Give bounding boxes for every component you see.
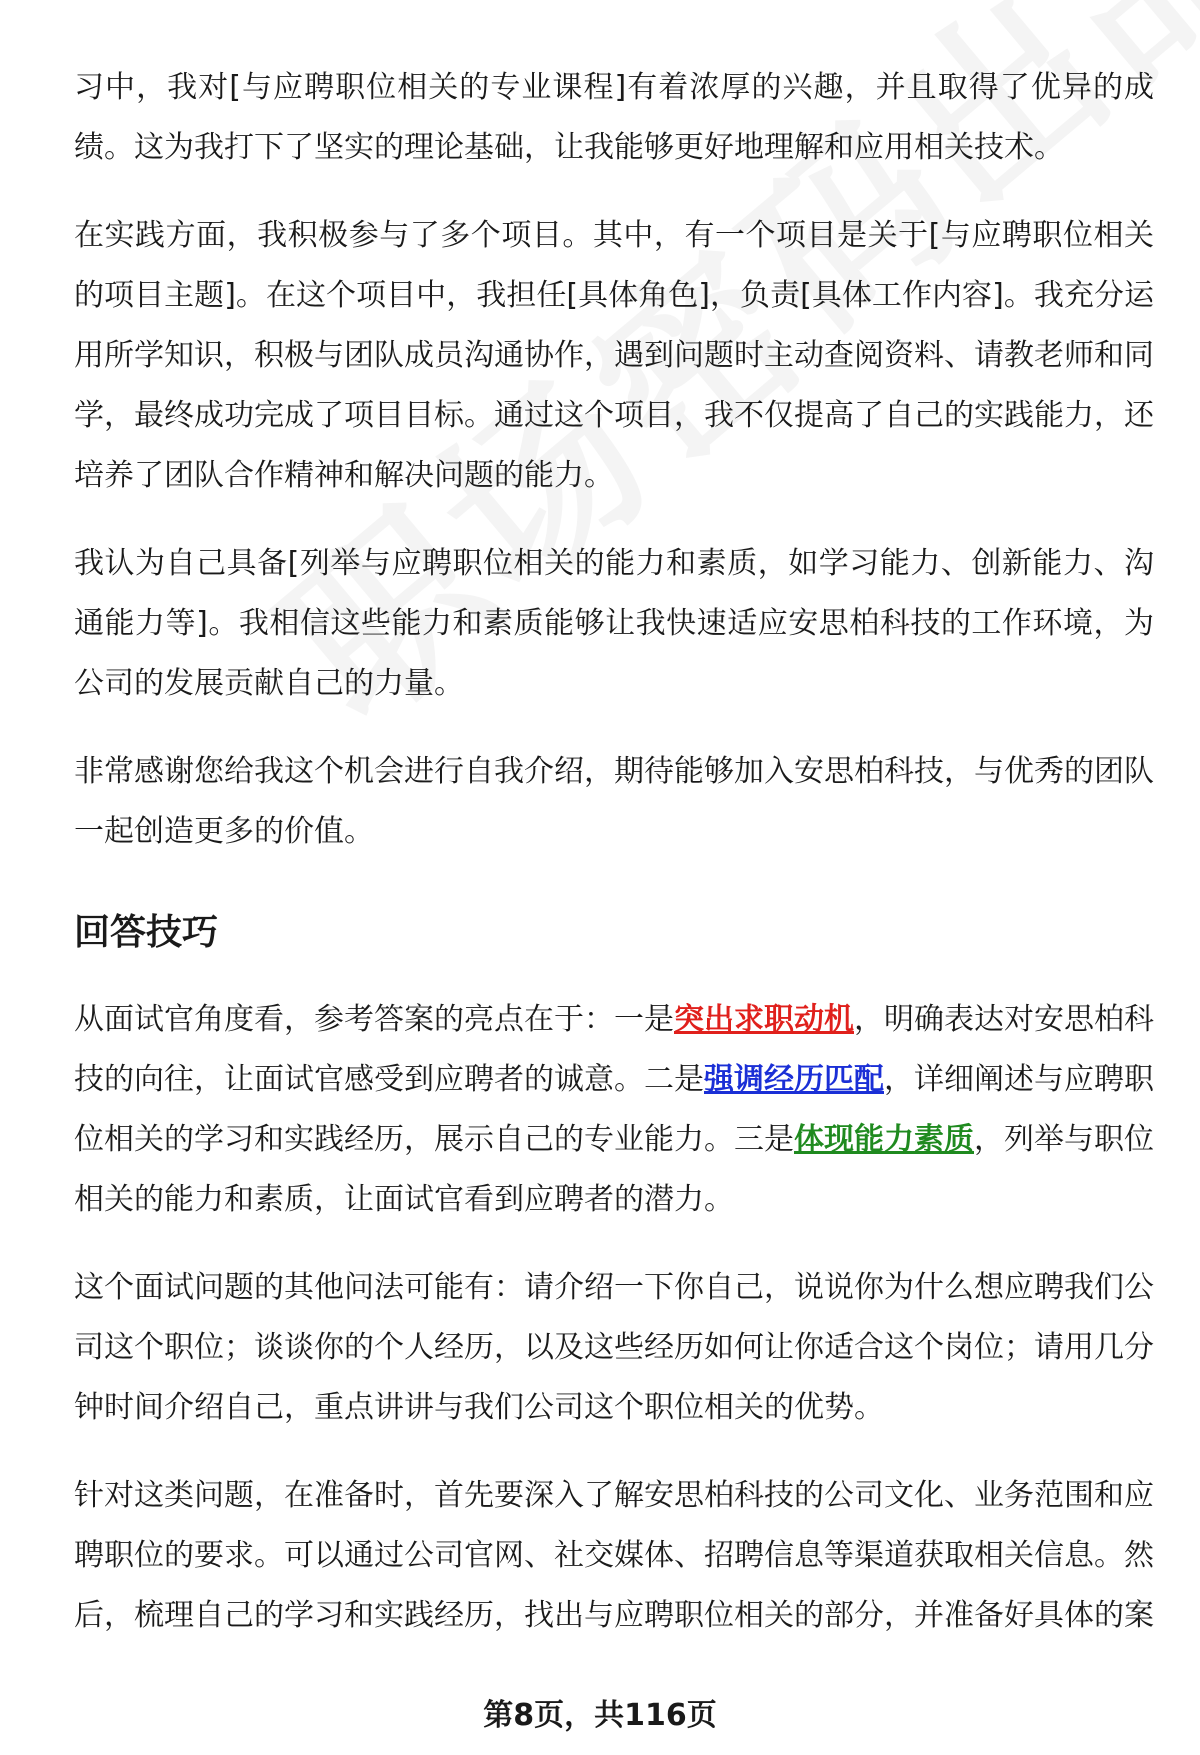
highlight-experience: 强调经历匹配 bbox=[704, 1062, 884, 1097]
tips-text-3: ，详细阐述与应聘职位相关的学习和实践经历，展示自己的专业能力。三是 bbox=[74, 1062, 1154, 1157]
tips-text-2: ，明确表达对安思柏科技的向往，让面试官感受到应聘者的诚意。二是 bbox=[74, 1002, 1154, 1097]
section-heading: 回答技巧 bbox=[74, 912, 219, 953]
paragraph-preparation: 针对这类问题，在准备时，首先要深入了解安思柏科技的公司文化、业务范围和应聘职位的要求。可以通过公司官网、社交媒体、招聘信息等渠道获取相关信息。然后，梳理自己的学习和实践经历，找出与应聘职位相关的部分，并准备好具体的案 bbox=[74, 1478, 1154, 1633]
paragraph-study: 习中，我对[与应聘职位相关的专业课程]有着浓厚的兴趣，并且取得了优异的成绩。这为我打下了坚实的理论基础，让我能够更好地理解和应用相关技术。 bbox=[74, 70, 1154, 165]
paragraph-tips bbox=[74, 990, 1154, 1230]
paragraph-practice: 在实践方面，我积极参与了多个项目。其中，有一个项目是关于[与应聘职位相关的项目主题]。在这个项目中，我担任[具体角色]，负责[具体工作内容]。我充分运用所学知识，积极与团队成员沟通协作，遇到问题时主动查阅资料、请教老师和同学，最终成功完成了项目目标。通过这个项目，我不仅提高了自己的实践能力，还培养了团队合作精神和解决问题的能力。 bbox=[74, 218, 1154, 493]
tips-text-4: ，列举与职位相关的能力和素质，让面试官看到应聘者的潜力。 bbox=[74, 1122, 1154, 1217]
paragraph-thanks: 非常感谢您给我这个机会进行自我介绍，期待能够加入安思柏科技，与优秀的团队一起创造更多的价值。 bbox=[74, 754, 1154, 849]
highlight-motivation: 突出求职动机 bbox=[674, 1002, 854, 1037]
document-content bbox=[74, 58, 1154, 1674]
page-number: 第8页，共116页 bbox=[483, 1698, 717, 1733]
highlight-abilities: 体现能力素质 bbox=[794, 1122, 974, 1157]
tips-text-1: 从面试官角度看，参考答案的亮点在于：一是 bbox=[74, 1002, 674, 1037]
paragraph-alt-questions: 这个面试问题的其他问法可能有：请介绍一下你自己，说说你为什么想应聘我们公司这个职位；谈谈你的个人经历，以及这些经历如何让你适合这个岗位；请用几分钟时间介绍自己，重点讲讲与我们公司这个职位相关的优势。 bbox=[74, 1270, 1154, 1425]
paragraph-abilities: 我认为自己具备[列举与应聘职位相关的能力和素质，如学习能力、创新能力、沟通能力等]。我相信这些能力和素质能够让我快速适应安思柏科技的工作环境，为公司的发展贡献自己的力量。 bbox=[74, 546, 1154, 701]
